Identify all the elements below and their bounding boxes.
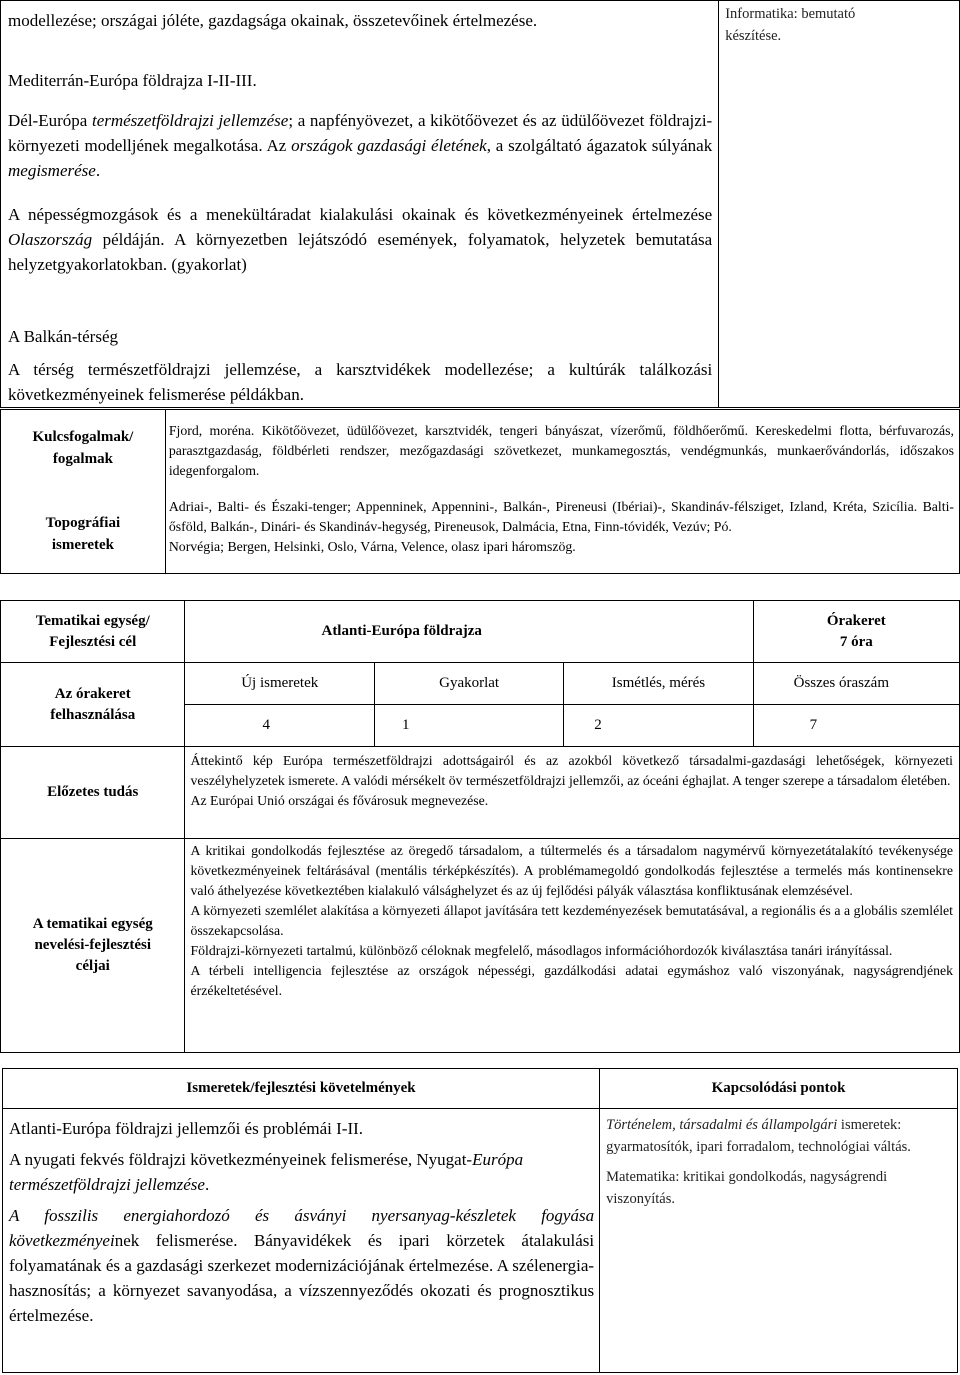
topo-text-1: Adriai-, Balti- és Északi-tenger; Appenninek, Appennini-, Balkán-, Pireneusi (Ibériai)-, Skandináv-félsziget, Izland, Kréta, Szicília. Balti-ősföld, Balkán-, Dinári- és Skandináv-hegység, Pireneusok, Dalmácia, Etna, Finn-tóvidék, Vezúv; Pó.: [168, 499, 954, 534]
hours-value: 7 óra: [839, 633, 873, 650]
unit-hours-cell: [753, 601, 959, 663]
usage-label-line2: felhasználása: [50, 706, 136, 723]
unit-label-line1: Tematikai egység/: [35, 612, 150, 629]
keyterms-table: [0, 409, 960, 574]
value-practice: 1: [374, 705, 563, 747]
requirements-table: [2, 1068, 958, 1373]
col-header-total: Összes óraszám: [753, 663, 959, 705]
unit-label-cell: [1, 601, 185, 663]
balkan-text: A térség természetföldrajzi jellemzése, a karsztvidékek modellezése; a kultúrák találkozási következményeinek felismerése példákban.: [8, 360, 713, 404]
unit-title-cell: [185, 601, 753, 663]
prior-text-1: Áttekintő kép Európa természetföldrajzi adottságairól és az azokból következő társadalmi-gazdasági lehetőségek, környezeti veszélyhelyzetek ismerete. A valódi mérsékelt öv természetföldrajzi jellemzői, az óceáni éghajlat. A tenger szerepe a társadalom életében.: [190, 753, 953, 788]
goals-label-line2: nevelési-fejlesztési: [34, 937, 152, 953]
goals-text-cell: [185, 839, 960, 1053]
usage-label-cell: [1, 663, 185, 747]
prior-text-2: Az Európai Unió országai és fővárosuk megnevezése.: [190, 793, 489, 808]
goal-item: Földrajzi-környezeti tartalmú, különböző céloknak megfelelő, másodlagos információhordozók kiválasztása tanári irányítással.: [190, 943, 893, 958]
section1-right-cell: [719, 1, 960, 408]
informatika-link-line2: készítése.: [725, 27, 782, 44]
informatika-link-line1: Informatika: bemutató: [725, 6, 856, 22]
top-left-text: modellezése; országai jóléte, gazdagsága okainak, összetevőinek értelmezése.: [8, 11, 538, 30]
value-total: 7: [753, 705, 959, 747]
req-content-left: [3, 1109, 600, 1373]
col-header-practice: Gyakorlat: [374, 663, 563, 705]
keyterms-label-cell: [1, 410, 166, 574]
goals-label-line3: céljai: [75, 958, 110, 974]
req-paragraph-2: A nyugati fekvés földrajzi következményeinek felismerése, Nyugat-Európa természetföldrajzi jellemzése.: [9, 1150, 524, 1194]
goals-label-line1: A tematikai egység: [32, 916, 153, 932]
req-header-right: Kapcsolódási pontok: [600, 1069, 958, 1109]
keyterms-content-cell: [165, 410, 959, 574]
req-content-right: [600, 1109, 958, 1373]
section1-table: [0, 0, 960, 408]
prior-label: Előzetes tudás: [47, 784, 139, 800]
topo-text-2: Norvégia; Bergen, Helsinki, Oslo, Várna, Velence, olasz ipari háromszög.: [168, 539, 576, 554]
hours-label: Órakeret: [826, 612, 886, 629]
goal-item: A környezeti szemlélet alakítása a környezeti állapot javítására tett kezdeményezések bemutatásával, a regionális és a a globális szemlélet összekapcsolása.: [190, 903, 953, 938]
goals-label-cell: [1, 839, 185, 1053]
keyterms-label-line2: fogalmak: [52, 451, 113, 467]
req-header-left: Ismeretek/fejlesztési követelmények: [3, 1069, 600, 1109]
keyterms-text: Fjord, moréna. Kikötőövezet, üdülőövezet, karsztvidék, tengeri bányászat, vízerőmű, földhőerőmű. Kereskedelmi flotta, bérfuvarozás, parasztgazdaság, földbérleti rendszer, mezőgazdasági szövetkezet, munkamegosztás, vendégmunkás, munkaerővándorlás, időszakos idegenforgalom.: [168, 423, 954, 478]
col-header-review: Ismétlés, mérés: [564, 663, 753, 705]
connection-history: Történelem, társadalmi és állampolgári ismeretek: gyarmatosítók, ipari forradalom, technológiai váltás.: [606, 1117, 911, 1155]
prior-text-cell: [185, 747, 960, 839]
section-heading: Mediterrán-Európa földrajza I-II-III.: [8, 71, 257, 90]
goal-item: A kritikai gondolkodás fejlesztése az öregedő társadalom, a túltermelés és a társadalom nagymérvű környezetátalakító tevékenysége következményeinek feltárásával (mentális térképkészítés). A problémamegoldó gondolkodás fejlesztése a termelés más kontinensekre való áthelyezése következtében kialakuló válsághelyzet és az új fejlődési pályák választása konfliktusának elemzésével.: [190, 843, 953, 898]
section1-left-cell: [1, 1, 719, 408]
req-paragraph-1: Atlanti-Európa földrajzi jellemzői és problémái I-II.: [9, 1119, 364, 1138]
keyterms-label-line1: Kulcsfogalmak/: [32, 429, 134, 445]
unit-title: Atlanti-Európa földrajza: [321, 623, 482, 639]
connection-math: Matematika: kritikai gondolkodás, nagyságrendi viszonyítás.: [606, 1169, 888, 1207]
unit-table: [0, 600, 960, 1053]
topo-label-line1: Topográfiai: [45, 515, 121, 531]
value-new: 4: [185, 705, 374, 747]
col-header-new: Új ismeretek: [185, 663, 374, 705]
prior-label-cell: [1, 747, 185, 839]
topo-label-line2: ismeretek: [51, 537, 115, 553]
balkan-heading: A Balkán-térség: [8, 327, 118, 346]
migration-paragraph: A népességmozgások és a menekültáradat kialakulási okainak és következményeinek értelmezése Olaszország példáján. A környezetben lejátszódó események, folyamatok, helyzetek bemutatása helyzetgyakorlatokban. (gyakorlat): [8, 205, 713, 274]
unit-label-line2: Fejlesztési cél: [49, 633, 137, 650]
goal-item: A térbeli intelligencia fejlesztése az országok népességi, gazdálkodási adatai egymáshoz való viszonyának, nagyságrendjének érzékeltetésével.: [190, 963, 953, 998]
value-review: 2: [564, 705, 753, 747]
usage-label-line1: Az órakeret: [54, 685, 131, 702]
req-paragraph-3: A fosszilis energiahordozó és ásványi nyersanyag-készletek fogyása következményeinek felismerése. Bányavidékek és ipari körzetek átalakulási folyamatának és a gazdasági szerkezet modernizációjának értelmezése. A szélenergia-hasznosítás; a környezet savanyodása, a vízszennyeződés okozati és prognosztikus értelmezése.: [9, 1206, 595, 1325]
dél-európa-paragraph: Dél-Európa természetföldrajzi jellemzése; a napfényövezet, a kikötőövezet és az üdülőövezet földrajzi-környezeti modelljének megalkotása. Az országok gazdasági életének, a szolgáltató ágazatok súlyának megismerése.: [8, 111, 713, 180]
